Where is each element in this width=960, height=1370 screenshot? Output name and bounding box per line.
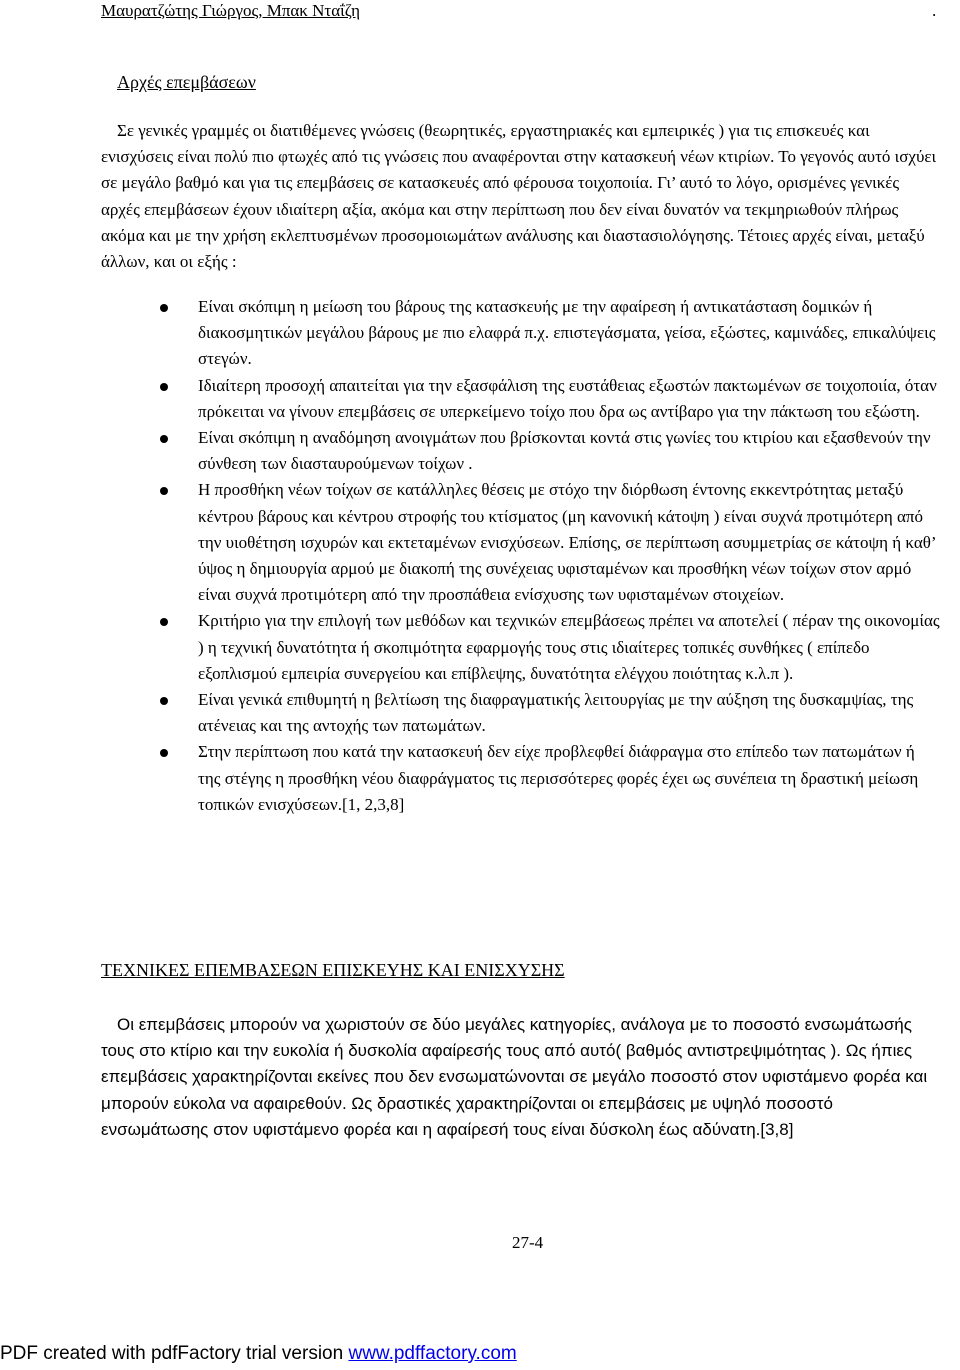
intro-paragraph [101, 118, 941, 275]
section-title: Αρχές επεμβάσεων [117, 72, 256, 92]
bullet-icon [160, 697, 168, 705]
list-item-text: Η προσθήκη νέων τοίχων σε κατάλληλες θέσεις με στόχο την διόρθωση έντονης εκκεντρότητας μεταξύ κέντρου βάρους και κέντρου στροφής του κτίσματος (μη κανονική κάτοψη ) είναι συχνά προτιμότερη από την υιοθέτηση ισχυρών και εκτεταμένων ενισχύσεων. Επίσης, σε περίπτωση ασυμμετρίας σε κάτοψη ή καθ’ ύψος η δημιουργία αρμού με διακοπή της συνέχειας υφισταμένων και προσθήκη νέων τοίχων στον αρμό είναι συχνά προτιμότερη από την προσπάθεια ενίσχυσης των υφισταμένων στοιχείων. [198, 480, 936, 605]
bullet-icon [160, 749, 168, 757]
list-item-text: Είναι σκόπιμη η αναδόμηση ανοιγμάτων που βρίσκονται κοντά στις γωνίες του κτιρίου και εξασθενούν την σύνθεση των διασταυρούμενων τοίχων . [198, 428, 931, 474]
list-item [160, 608, 940, 687]
techniques-paragraph [101, 1012, 941, 1143]
list-item-text: Είναι σκόπιμη η μείωση του βάρους της κατασκευής με την αφαίρεση ή αντικατάσταση δομικών ή διακοσμητικών μεγάλου βάρους με πιο ελαφρά π.χ. επιστεγάσματα, γείσα, εξώστες, καμινάδες, επικαλύψεις στεγών. [198, 297, 936, 369]
intro-part-3: Τέτοιες αρχές είναι, μεταξύ άλλων, και οι εξής : [101, 225, 925, 272]
list-item [160, 739, 940, 818]
bullet-icon [160, 487, 168, 495]
list-item [160, 294, 940, 373]
bullet-icon [160, 383, 168, 391]
list-item-text: Στην περίπτωση που κατά την κατασκευή δεν είχε προβλεφθεί διάφραγμα στο επίπεδο των πατωμάτων ή της στέγης η προσθήκη νέου διαφράγματος τις περισσότερες φορές έχει ως συνέπεια τη δραστική μείωση τοπικών ενισχύσεων.[1, 2,3,8] [198, 742, 919, 814]
footer-text: PDF created with pdfFactory trial version [0, 1343, 349, 1364]
list-item-text: Ιδιαίτερη προσοχή απαιτείται για την εξασφάλιση της ευστάθειας εξωστών πακτωμένων σε τοιχοποιία, όταν πρόκειται να γίνουν επεμβάσεις σε υπερκείμενο τοίχο που δρα ως αντίβαρο για την πάκτωση του εξώστη. [198, 375, 937, 421]
section-heading-techniques: ΤΕΧΝΙΚΕΣ ΕΠΕΜΒΑΣΕΩΝ ΕΠΙΣΚΕΥΗΣ ΚΑΙ ΕΝΙΣΧΥΣΗΣ [101, 960, 565, 980]
list-item-text: Κριτήριο για την επιλογή των μεθόδων και τεχνικών επεμβάσεως πρέπει να αποτελεί ( πέραν της οικονομίας ) η τεχνική δυνατότητα ή σκοπιμότητα εφαρμογής τους στις ιδιαίτερες τοπικές συνθήκες ( επίπεδο εξοπλισμού εμπειρία συνεργείου και επίβλεψης, δυνατότητα ελέγχου ποιότητας κ.λ.π ). [198, 611, 940, 683]
list-item [160, 425, 940, 477]
list-item [160, 687, 940, 739]
running-head: Μαυρατζώτης Γιώργος, Μπακ Νταΐζη [101, 1, 360, 20]
bullet-icon [160, 618, 168, 626]
principles-list [160, 294, 940, 818]
pdf-footer [0, 1342, 960, 1366]
bullet-icon [160, 435, 168, 443]
intro-part-1: Σε γενικές γραμμές οι διατιθέμενες γνώσεις (θεωρητικές, εργαστηριακές και εμπειρικές ) για τις επισκευές και ενισχύσεις είναι πολύ πιο φτωχές από τις γνώσεις που αναφέρονται στην κατασκευή νέων κτιρίων. Το γεγονός αυτό ισχύει σε μεγάλο βαθμό και για τις επεμβάσεις σε κατασκευές από φέρουσα τοιχοποιία. [101, 121, 937, 193]
intro-part-2: Γι’ αυτό το λόγο, ορισμένες γενικές αρχές επεμβάσεων έχουν ιδιαίτερη αξία, ακόμα και στην περίπτωση που δεν είναι δυνατόν να τεκμηριωθούν πλήρως ακόμα και με την χρήση εκλεπτυσμένων προσομοιωμάτων ανάλυσης και διαστασιολόγησης. [101, 173, 900, 245]
list-item [160, 477, 940, 608]
bullet-icon [160, 304, 168, 312]
page-number: 27-4 [512, 1233, 544, 1252]
techniques-text: Οι επεμβάσεις μπορούν να χωριστούν σε δύο μεγάλες κατηγορίες, ανάλογα με το ποσοστό ενσωμάτωσής τους στο κτίριο και την ευκολία ή δυσκολία αφαίρεσής τους από αυτό( βαθμός αντιστρεψιμότητας ). Ως ήπιες επεμβάσεις χαρακτηρίζονται εκείνες που δεν ενσωματώνονται σε μεγάλο ποσοστό στον υφιστάμενο φορέα και μπορούν εύκολα να αφαιρεθούν. Ως δραστικές χαρακτηρίζονται οι επεμβάσεις με υψηλό ποσοστό ενσωμάτωσης στον υφιστάμενο φορέα και η αφαίρεσή τους είναι δύσκολη έως αδύνατη.[3,8] [101, 1015, 928, 1139]
running-head-dot: . [932, 1, 937, 20]
list-item [160, 373, 940, 425]
footer-link[interactable]: www.pdffactory.com [348, 1343, 517, 1364]
list-item-text: Είναι γενικά επιθυμητή η βελτίωση της διαφραγματικής λειτουργίας με την αύξηση της δυσκαμψίας, της ατένειας και της αντοχής των πατωμάτων. [198, 690, 914, 736]
